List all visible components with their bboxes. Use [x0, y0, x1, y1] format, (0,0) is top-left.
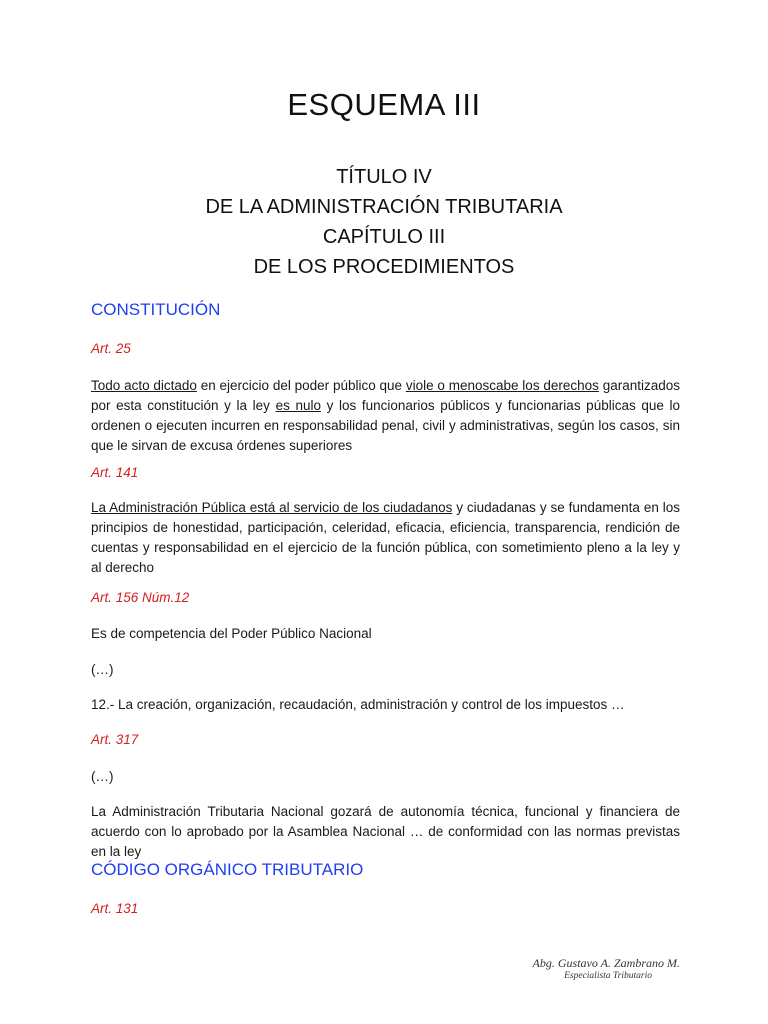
text-fragment: en ejercicio del poder público que [196, 378, 406, 393]
article-label-141: Art. 141 [91, 465, 139, 480]
title-number: TÍTULO IV [336, 166, 432, 188]
ellipsis-156: (…) [91, 662, 114, 677]
page-title: ESQUEMA III [287, 87, 481, 122]
author-name: Abg. Gustavo A. Zambrano M. [532, 956, 680, 970]
chapter-name: DE LOS PROCEDIMIENTOS [253, 256, 515, 278]
article-156-intro: Es de competencia del Poder Público Nacional [91, 626, 372, 641]
article-label-131: Art. 131 [91, 901, 139, 916]
article-25-text [91, 376, 680, 456]
text-fragment: garantizados por esta constitución y la ley [91, 378, 681, 413]
underlined-phrase: La Administración Pública está al servicio de los ciudadanos [91, 500, 453, 515]
title-name: DE LA ADMINISTRACIÓN TRIBUTARIA [205, 196, 563, 218]
article-141-text [91, 498, 680, 578]
underlined-phrase: Todo acto dictado [91, 378, 197, 393]
article-label-317: Art. 317 [91, 732, 139, 747]
article-label-156: Art. 156 Núm.12 [91, 590, 190, 605]
text-fragment: y los funcionarios públicos y funcionarias públicas que lo ordenen o ejecuten incurren en responsabilidad penal, civil y administrativas, según los casos, sin que le sirvan de excusa órdenes superiores [91, 398, 680, 453]
article-156-item-12: 12.- La creación, organización, recaudación, administración y control de los impuestos … [91, 697, 625, 712]
underlined-phrase: viole o menoscabe los derechos [405, 378, 599, 393]
signature-block [533, 956, 680, 982]
section-heading-constitucion: CONSTITUCIÓN [91, 300, 221, 319]
chapter-number: CAPÍTULO III [322, 226, 446, 248]
article-label-25: Art. 25 [91, 341, 131, 356]
underlined-phrase: es nulo [275, 398, 321, 413]
text-fragment: y ciudadanas y se fundamenta en los principios de honestidad, participación, celeridad, eficacia, eficiencia, transparencia, rendición de cuentas y responsabilidad en el ejercicio de la función pública, con sometimiento pleno a la ley y al derecho [91, 500, 680, 575]
section-heading-cot: CÓDIGO ORGÁNICO TRIBUTARIO [91, 860, 364, 879]
ellipsis-317: (…) [91, 769, 114, 784]
article-317-text: La Administración Tributaria Nacional gozará de autonomía técnica, funcional y financiera de acuerdo con lo aprobado por la Asamblea Nacional … de conformidad con las normas previstas en la ley [91, 804, 680, 859]
author-title: Especialista Tributario [564, 971, 652, 981]
